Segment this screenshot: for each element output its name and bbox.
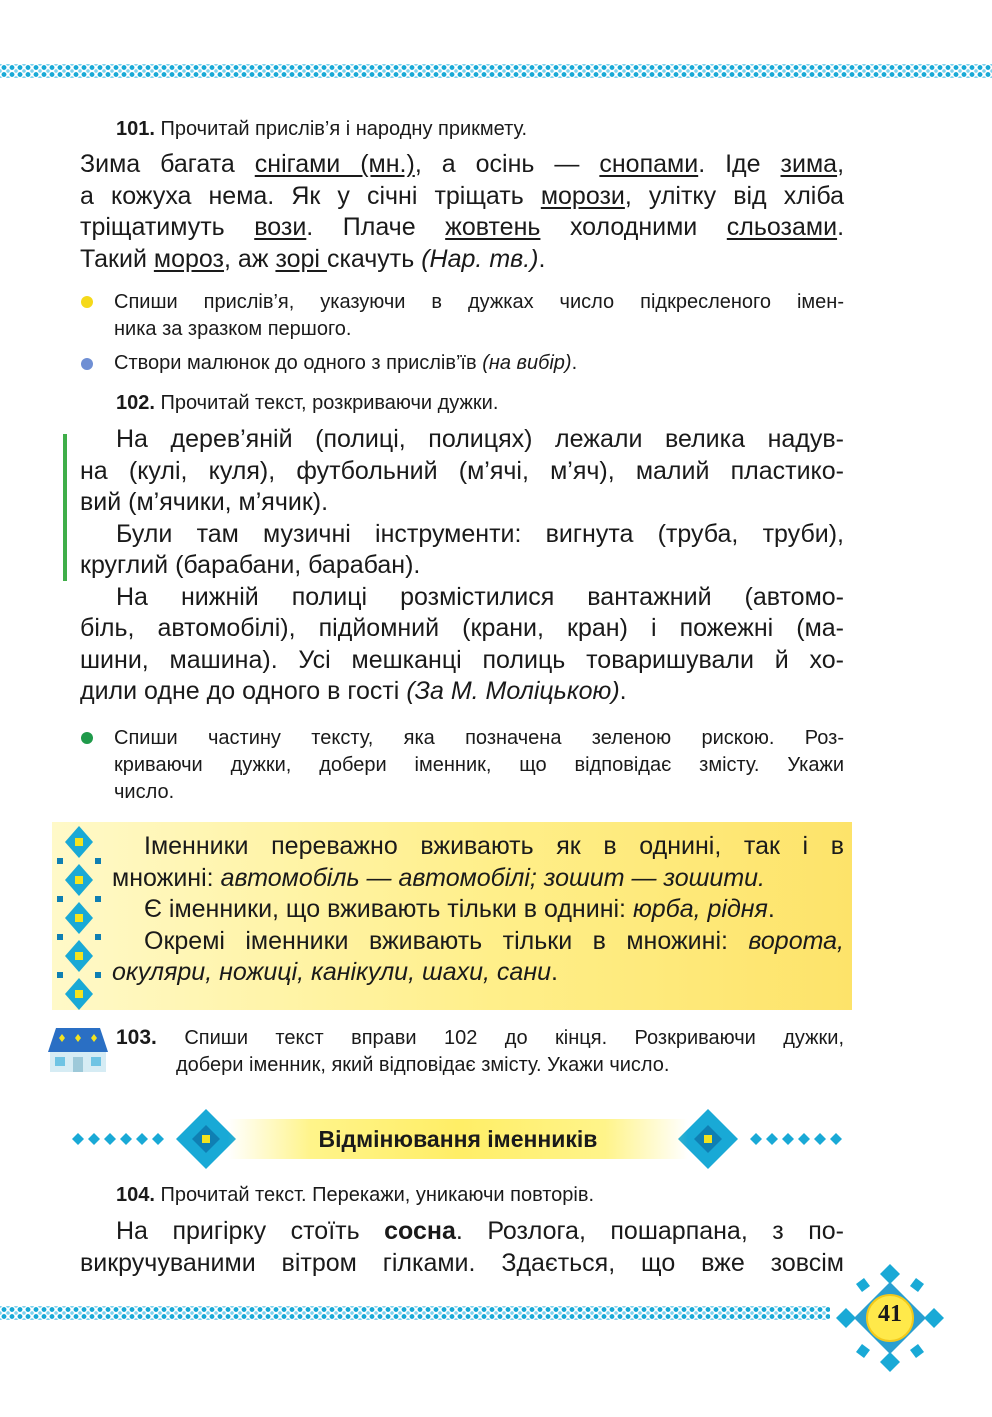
underlined-noun: сльозами — [726, 213, 838, 241]
exercise-instruction: Прочитай текст. Перекажи, уникаючи повторів. — [160, 1184, 595, 1206]
exercise-104-text: На пригірку стоїть сосна. Розлога, пошарпана, з по- викручуваними вітром гілками. Здається, що вже зовсім — [80, 1217, 844, 1277]
exercise-instruction: Прочитай текст, розкриваючи дужки. — [160, 392, 499, 414]
underlined-noun: мороз — [153, 244, 224, 273]
top-ornament-border — [0, 64, 992, 78]
exercise-number: 101. — [116, 118, 155, 140]
exercise-101-task-2: Створи малюнок до одного з прислів’їв (на вибір). — [114, 352, 578, 374]
green-marker-line — [63, 434, 67, 581]
underlined-noun: снопами — [599, 150, 699, 178]
text-line: тріщатимуть вози. Плаче жовтень холодними сльозами. — [80, 213, 845, 241]
green-bullet-icon — [81, 732, 93, 744]
text-line: Такий мороз, аж зорі скачуть (Нар. тв.). — [80, 244, 546, 273]
exercise-104-heading — [116, 1184, 594, 1207]
bottom-ornament-border — [0, 1306, 830, 1320]
exercise-101-task-1: Спиши прислів’я, указуючи в дужках число підкресленого імен- ника за зразком першого. — [114, 291, 844, 340]
bold-word: сосна — [384, 1217, 456, 1245]
exercise-instruction: Прочитай прислів’я і народну прикмету. — [160, 118, 528, 140]
homework-house-icon — [46, 1024, 110, 1074]
exercise-number: 102. — [116, 392, 155, 414]
blue-bullet-icon — [81, 358, 93, 370]
underlined-noun: зорі — [275, 244, 327, 273]
underlined-noun: вози — [254, 213, 307, 241]
underlined-noun: снігами (мн.) — [254, 150, 415, 178]
exercise-101-heading — [116, 118, 527, 141]
yellow-bullet-icon — [81, 296, 93, 308]
exercise-number: 103. — [116, 1026, 157, 1049]
section-title: Відмінювання іменників — [228, 1119, 688, 1159]
text-line: Зима багата снігами (мн.), а осінь — снопами. Іде зима, — [80, 150, 845, 178]
embroidery-ornament-icon — [52, 822, 106, 1010]
page-number: 41 — [878, 1301, 902, 1327]
exercise-number: 104. — [116, 1184, 155, 1206]
underlined-noun: зима — [780, 150, 838, 178]
underlined-noun: морози — [540, 181, 625, 210]
source-citation: (За М. Моліцькою) — [406, 677, 620, 705]
exercise-103: 103. Спиши текст вправи 102 до кінця. Розкриваючи дужки, добери іменник, який відповідає змісту. Укажи число. — [116, 1026, 845, 1076]
rule-text: Іменники переважно вживають як в однині, так і в множині: автомобіль — автомобілі; зошит — зошити. Є іменники, що вживають тільки в однині: юрба, рідня. Окремі іменники вживають тільки в множині: ворота, окуляри, ножиці, канікули, шахи, сани. — [112, 832, 844, 986]
exercise-101-text — [80, 149, 844, 275]
exercise-102-task: Спиши частину тексту, яка позначена зеленою рискою. Роз- криваючи дужки, добери іменник, що відповідає змісту. Укажи число. — [114, 727, 844, 803]
exercise-102-heading — [116, 392, 498, 415]
text-line: а кожуха нема. Як у січні тріщать морози, улітку від хліба — [80, 181, 844, 210]
underlined-noun: жовтень — [445, 213, 541, 241]
exercise-102-text: На дерев’яній (полиці, полицях) лежали велика надув- на (кулі, куля), футбольний (м’ячі, м’яч), малий пластико- вий (м’ячики, м’ячик). Були там музичні інструменти: вигнута (труба, труби), круглий (барабани, барабан). На нижній полиці розмістилися вантажний (автомо- біль, автомобілі), підйомний (крани, кран) і пожежні (ма- шини, машина). Усі мешканці полиць товаришували й хо- дили одне до одного в гості (За М. Моліцькою). — [80, 425, 844, 705]
source-citation: (Нар. тв.) — [421, 244, 539, 273]
